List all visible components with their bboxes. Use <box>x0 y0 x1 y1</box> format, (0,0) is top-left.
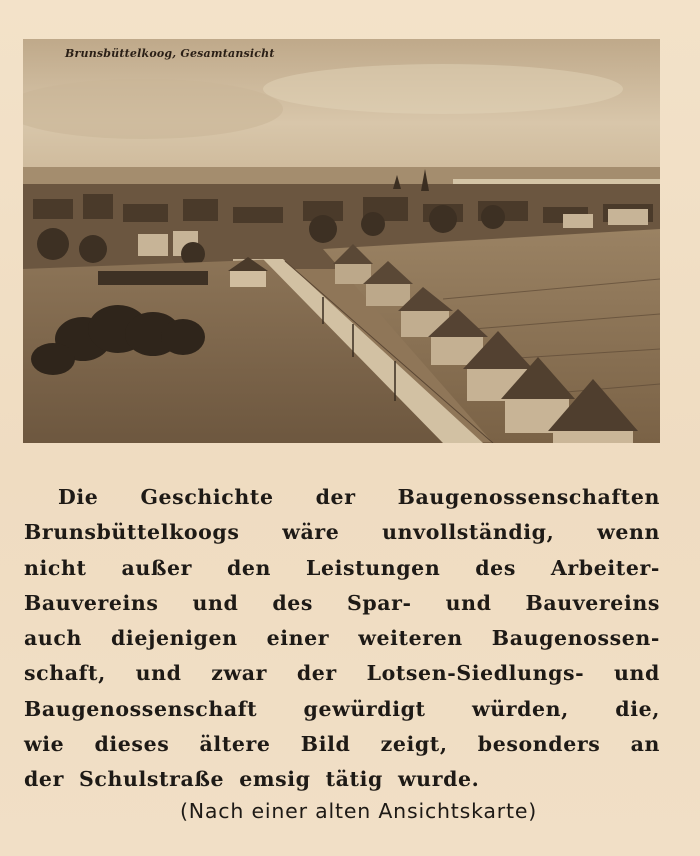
article-word: wäre <box>282 520 340 545</box>
article-word: Bauvereins <box>525 590 660 615</box>
article-text <box>24 480 660 798</box>
article-word: den <box>226 555 272 580</box>
article-word: und <box>614 661 660 686</box>
article-line <box>24 621 660 656</box>
article-word: gewürdigt <box>303 696 426 721</box>
article-line <box>24 762 660 797</box>
article-word: und <box>135 661 182 686</box>
article-line <box>24 480 660 515</box>
article-word: tätig <box>325 767 383 792</box>
article-word: diejenigen <box>111 626 238 651</box>
article-word: Baugenossen- <box>491 626 660 651</box>
article-word: Baugenossenschaften <box>397 485 660 509</box>
article-word: emsig <box>239 767 311 792</box>
article-line <box>24 727 660 762</box>
article-word: der <box>24 767 64 792</box>
article-line <box>24 656 660 691</box>
article-line <box>24 515 660 550</box>
article-word: nicht <box>24 555 87 580</box>
article-word: des <box>475 555 516 580</box>
article-word: und <box>445 590 492 615</box>
article-word: an <box>630 732 660 757</box>
article-word: Lotsen-Siedlungs- <box>366 661 585 686</box>
article-word: Brunsbüttelkoogs <box>24 520 240 545</box>
article-word: der <box>315 485 356 509</box>
article-word: wenn <box>597 520 660 545</box>
article-word: die, <box>615 696 660 721</box>
article-line <box>24 551 660 586</box>
article-word: dieses <box>94 732 170 757</box>
article-word: besonders <box>477 732 601 757</box>
article-line <box>24 586 660 621</box>
article-word: wurde. <box>397 767 480 792</box>
article-word: ältere <box>199 732 271 757</box>
article-word: weiteren <box>358 626 463 651</box>
article-word: außer <box>121 555 193 580</box>
article-word: würden, <box>471 696 569 721</box>
article-word: Geschichte <box>140 485 274 509</box>
article-word: Baugenossenschaft <box>24 696 258 721</box>
article-word: Schulstraße <box>78 767 225 792</box>
article-word: zeigt, <box>380 732 448 757</box>
article-word: Arbeiter- <box>550 555 660 580</box>
article-word: Bauvereins <box>24 590 159 615</box>
aerial-view-illustration <box>23 39 660 443</box>
article-word: unvollständig, <box>382 520 555 545</box>
article-word: des <box>272 590 314 615</box>
article-word: auch <box>24 626 82 651</box>
article-word: einer <box>266 626 330 651</box>
article-word: und <box>192 590 239 615</box>
historic-photo <box>23 39 660 443</box>
article-word: Leistungen <box>305 555 441 580</box>
article-word: Spar- <box>346 590 412 615</box>
article-word: zwar <box>211 661 268 686</box>
article-word: Die <box>58 485 99 509</box>
article-word: Bild <box>300 732 351 757</box>
article-word: schaft, <box>24 661 106 686</box>
photo-caption: Brunsbüttelkoog, Gesamtansicht <box>65 47 275 60</box>
source-note: (Nach einer alten Ansichtskarte) <box>180 799 538 823</box>
article-word: wie <box>24 732 65 757</box>
article-word: der <box>296 661 337 686</box>
article-line <box>24 692 660 727</box>
